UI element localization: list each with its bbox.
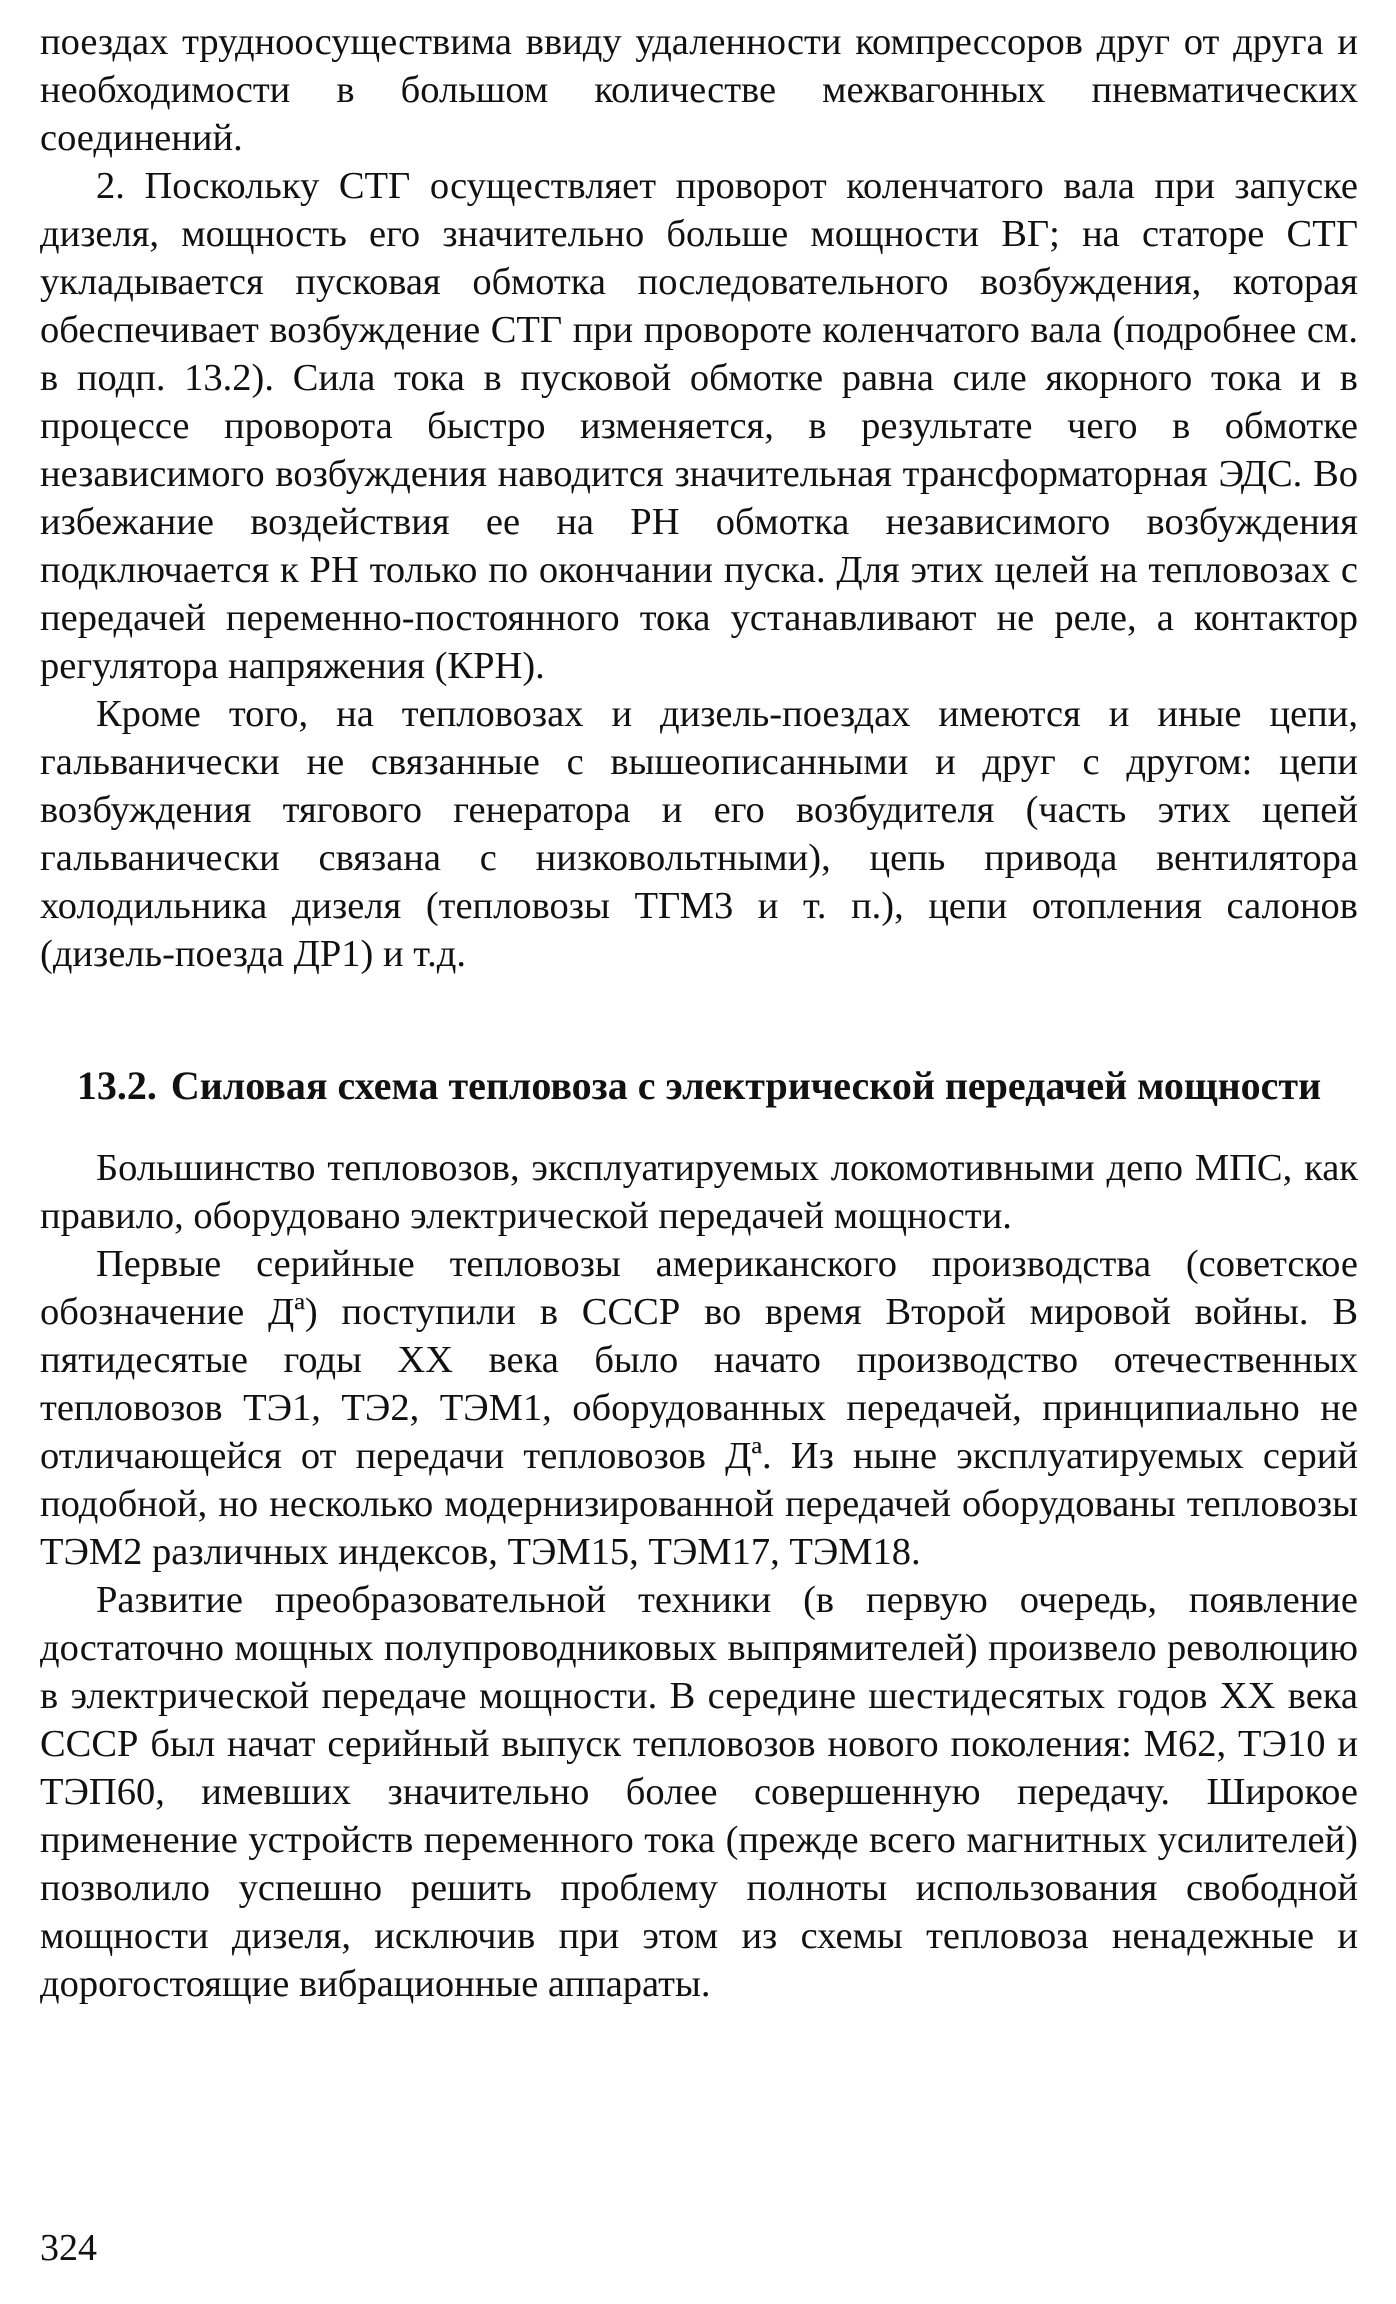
paragraph-stg: 2. Поскольку СТГ осуществляет проворот коленчатого вала при запуске дизеля, мощность его значительно больше мощности ВГ; на статоре СТГ укладывается пусковая обмотка последовательного возбуждения, которая обеспечивает возбуждение СТГ при провороте коленчатого вала (подробнее см. в подп. 13.2). Сила тока в пусковой обмотке равна силе якорного тока и в процессе проворота быстро изменяется, в результате чего в обмотке независимого возбуждения наводится значительная трансформаторная ЭДС. Во избежание воздействия ее на РН обмотка независимого возбуждения подключается к РН только по окончании пуска. Для этих целей на тепловозах с передачей переменно-постоянного тока устанавливают не реле, а контактор регулятора напряжения (КРН). (40, 165, 1358, 687)
section-title: Силовая схема тепловоза с электрической передачей мощности (170, 1063, 1322, 1108)
paragraph-continuation: поездах трудноосуществима ввиду удаленности компрессоров друг от друга и необходимости в большом количестве межвагонных пневматических соединений. (40, 21, 1358, 159)
paragraph-other-circuits: Кроме того, на тепловозах и дизель-поездах имеются и иные цепи, гальванически не связанные с вышеописанными и друг с другом: цепи возбуждения тягового генератора и его возбудителя (часть этих цепей гальванически связана с низковольтными), цепь привода вентилятора холодильника дизеля (тепловозы ТГМ3 и т. п.), цепи отопления салонов (дизель-поезда ДР1) и т.д. (40, 693, 1358, 975)
section-number: 13.2. (76, 1063, 157, 1108)
paragraph-development: Развитие преобразовательной техники (в первую очередь, появление достаточно мощных полупроводниковых выпрямителей) произвело революцию в электрической передаче мощности. В середине шестидесятых годов XX века СССР был начат серийный выпуск тепловозов нового поколения: М62, ТЭ10 и ТЭП60, имевших значительно более совершенную передачу. Широкое применение устройств переменного тока (прежде всего магнитных усилителей) позволило успешно решить проблему полноты использования свободной мощности дизеля, исключив при этом из схемы тепловоза ненадежные и дорогостоящие вибрационные аппараты. (40, 1579, 1358, 2005)
section-heading (40, 1062, 1358, 1110)
paragraph-majority: Большинство тепловозов, эксплуатируемых локомотивными депо МПС, как правило, оборудовано электрической передачей мощности. (40, 1147, 1358, 1237)
page-number: 324 (40, 2227, 97, 2269)
paragraph-first-serial: Первые серийные тепловозы американского производства (советское обозначение Дª) поступили в СССР во время Второй мировой войны. В пятидесятые годы XX века было начато производство отечественных тепловозов ТЭ1, ТЭ2, ТЭМ1, оборудованных передачей, принципиально не отличающейся от передачи тепловозов Дª. Из ныне эксплуатируемых серий подобной, но несколько модернизированной передачей оборудованы тепловозы ТЭМ2 различных индексов, ТЭМ15, ТЭМ17, ТЭМ18. (40, 1243, 1358, 1573)
page-body (40, 18, 1358, 2008)
